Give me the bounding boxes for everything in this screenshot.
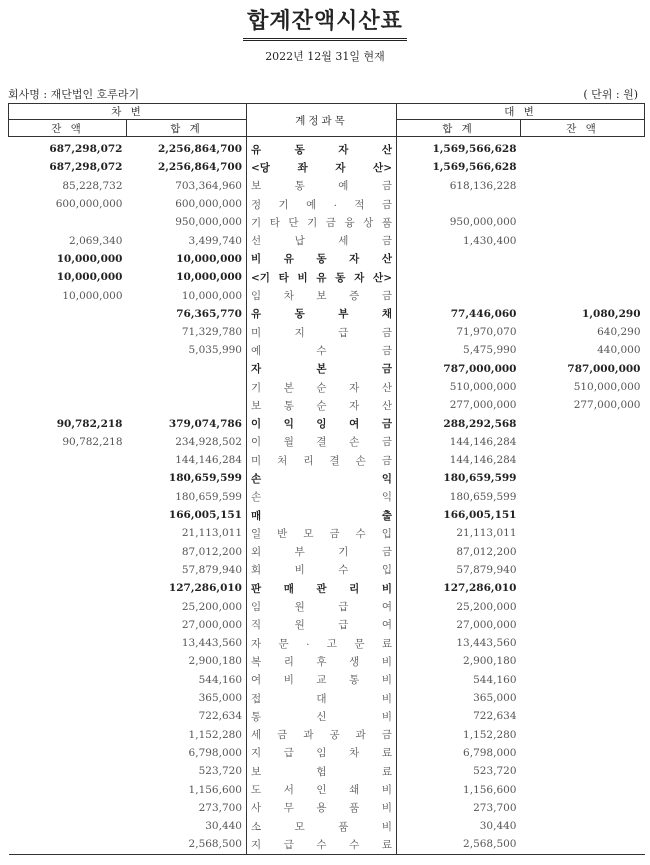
credit-total-cell: 288,292,568	[443, 417, 517, 430]
credit-total-cell: 1,569,566,628	[432, 143, 517, 156]
debit-balance-cell	[9, 835, 127, 854]
debit-balance-cell	[9, 451, 127, 469]
account-name: 일 반 모 금 수 입	[251, 527, 392, 540]
account-name: 도 서 인 쇄 비	[251, 784, 392, 797]
debit-total-cell: 722,634	[198, 710, 242, 723]
credit-balance-cell	[521, 433, 645, 451]
account-name: 보 통 순 자 산	[251, 399, 392, 412]
account-name: 소 모 품 비	[251, 820, 392, 833]
debit-balance-cell	[9, 726, 127, 744]
credit-total-cell: 1,569,566,628	[432, 161, 517, 174]
table-row	[9, 652, 645, 670]
table-row	[9, 323, 645, 341]
table-row	[9, 524, 645, 542]
credit-total-cell: 87,012,200	[456, 545, 517, 558]
debit-total-cell: 2,256,864,700	[157, 161, 242, 174]
account-name: 자 본 금	[251, 363, 392, 376]
table-row	[9, 177, 645, 195]
account-name: 보 통 예 금	[251, 180, 392, 193]
debit-total-cell: 71,329,780	[181, 326, 242, 339]
account-name: 직 원 급 여	[251, 619, 392, 632]
company-name: 회사명 : 재단법인 호루라기	[8, 88, 140, 101]
account-name: 비 유 동 자 산	[251, 253, 392, 266]
debit-balance-cell	[9, 396, 127, 414]
debit-total-cell: 27,000,000	[181, 618, 242, 631]
debit-total-cell: 76,365,770	[176, 307, 242, 320]
credit-balance-cell	[521, 524, 645, 542]
debit-balance-cell	[9, 652, 127, 670]
debit-total-cell	[127, 360, 247, 378]
debit-balance-cell: 2,069,340	[69, 234, 123, 247]
table-row	[9, 726, 645, 744]
table-row	[9, 414, 645, 432]
account-name-cell	[247, 835, 397, 854]
debit-balance-cell	[9, 378, 127, 396]
debit-total-cell: 21,113,011	[181, 527, 242, 540]
table-row	[9, 378, 645, 396]
table-row	[9, 305, 645, 323]
credit-balance-cell	[521, 817, 645, 835]
credit-total-cell: 273,700	[473, 801, 517, 814]
credit-balance-cell: 277,000,000	[573, 399, 641, 412]
account-name: 판 매 관 리 비	[251, 582, 392, 595]
debit-balance-header: 잔 액	[9, 120, 127, 137]
debit-balance-cell: 687,298,072	[49, 161, 123, 174]
credit-total-cell	[397, 250, 521, 268]
account-name-cell	[247, 250, 397, 268]
document-title	[0, 4, 650, 41]
debit-balance-cell	[9, 561, 127, 579]
debit-total-cell: 57,879,940	[181, 563, 242, 576]
credit-total-cell: 950,000,000	[449, 216, 517, 229]
account-name: 손 익	[251, 491, 392, 504]
account-name-cell	[247, 744, 397, 762]
table-row	[9, 817, 645, 835]
table-row	[9, 433, 645, 451]
credit-total-cell: 21,113,011	[456, 527, 517, 540]
credit-balance-cell	[521, 268, 645, 286]
account-name: 통 신 비	[251, 710, 392, 723]
credit-total-cell: 166,005,151	[443, 509, 517, 522]
account-name: 회 비 수 입	[251, 564, 392, 577]
account-name-cell	[247, 597, 397, 615]
table-row	[9, 213, 645, 231]
credit-total-cell	[397, 286, 521, 304]
account-name-cell	[247, 579, 397, 597]
debit-balance-cell	[9, 762, 127, 780]
credit-balance-cell	[521, 780, 645, 798]
credit-total-cell: 25,200,000	[456, 600, 517, 613]
account-header: 계정과목	[247, 104, 397, 137]
credit-total-cell: 77,446,060	[450, 307, 517, 320]
table-row	[9, 231, 645, 249]
account-name-cell	[247, 158, 397, 176]
credit-header: 대 변	[397, 104, 645, 120]
debit-balance-cell: 10,000,000	[56, 271, 123, 284]
debit-total-cell: 234,928,502	[175, 435, 242, 448]
account-name: 외 부 기 금	[251, 546, 392, 559]
debit-total-cell	[127, 396, 247, 414]
debit-total-cell: 180,659,599	[175, 490, 242, 503]
account-name: 임 차 보 증 금	[251, 290, 392, 303]
table-row	[9, 360, 645, 378]
account-name: 여 비 교 통 비	[251, 674, 392, 687]
account-name: <기 타 비 유 동 자 산>	[251, 271, 392, 284]
credit-total-cell: 1,156,600	[463, 783, 517, 796]
account-name-cell	[247, 634, 397, 652]
table-row	[9, 396, 645, 414]
credit-balance-cell	[521, 250, 645, 268]
account-name-cell	[247, 177, 397, 195]
document-title-text: 합계잔액시산표	[243, 4, 407, 41]
debit-total-cell: 87,012,200	[181, 545, 242, 558]
account-name: 선 납 세 금	[251, 235, 392, 248]
debit-total-cell: 144,146,284	[175, 454, 242, 467]
account-name-cell	[247, 524, 397, 542]
credit-total-cell: 144,146,284	[449, 454, 517, 467]
debit-total-header: 합 계	[127, 120, 247, 137]
table-row	[9, 158, 645, 176]
credit-total-cell: 13,443,560	[456, 637, 517, 650]
debit-balance-cell	[9, 671, 127, 689]
debit-balance-cell: 687,298,072	[49, 143, 123, 156]
credit-total-cell: 180,659,599	[443, 472, 517, 485]
debit-balance-cell	[9, 469, 127, 487]
debit-total-cell: 1,152,280	[188, 728, 242, 741]
credit-total-cell: 127,286,010	[443, 582, 517, 595]
table-row	[9, 634, 645, 652]
account-name: 미 지 급 금	[251, 326, 392, 339]
credit-total-cell: 2,568,500	[463, 838, 517, 851]
credit-balance-cell	[521, 762, 645, 780]
credit-total-cell: 144,146,284	[449, 435, 517, 448]
debit-balance-cell	[9, 579, 127, 597]
account-name-cell	[247, 817, 397, 835]
table-row	[9, 671, 645, 689]
credit-balance-cell	[521, 561, 645, 579]
account-name: 미 처 리 결 손 금	[251, 454, 392, 467]
table-row	[9, 137, 645, 159]
debit-balance-cell	[9, 616, 127, 634]
debit-total-cell: 127,286,010	[168, 582, 242, 595]
credit-balance-cell	[521, 799, 645, 817]
debit-balance-cell: 600,000,000	[55, 198, 123, 211]
table-row	[9, 780, 645, 798]
account-name-cell	[247, 762, 397, 780]
account-name: 지 급 임 차 료	[251, 747, 392, 760]
credit-total-cell: 57,879,940	[456, 563, 517, 576]
credit-balance-cell: 1,080,290	[582, 307, 641, 320]
debit-balance-cell	[9, 488, 127, 506]
credit-balance-cell	[521, 726, 645, 744]
credit-total-cell: 30,440	[479, 820, 517, 833]
table-row	[9, 835, 645, 854]
credit-balance-cell	[521, 137, 645, 159]
account-name-cell	[247, 707, 397, 725]
credit-balance-cell	[521, 543, 645, 561]
credit-balance-cell	[521, 579, 645, 597]
credit-total-cell: 27,000,000	[456, 618, 517, 631]
debit-total-cell: 13,443,560	[181, 637, 242, 650]
account-name-cell	[247, 323, 397, 341]
debit-total-cell: 2,256,864,700	[157, 143, 242, 156]
table-row	[9, 506, 645, 524]
debit-balance-cell	[9, 323, 127, 341]
account-name: 이 월 결 손 금	[251, 436, 392, 449]
credit-balance-cell	[521, 286, 645, 304]
account-name: 사 무 용 품 비	[251, 802, 392, 815]
credit-balance-cell: 787,000,000	[567, 362, 641, 375]
account-name: 임 원 급 여	[251, 601, 392, 614]
account-name: 기 본 순 자 산	[251, 381, 392, 394]
table-row	[9, 689, 645, 707]
table-row	[9, 451, 645, 469]
table-row	[9, 616, 645, 634]
debit-total-cell: 273,700	[198, 801, 242, 814]
credit-balance-cell: 510,000,000	[573, 381, 641, 393]
table-row	[9, 469, 645, 487]
account-name-cell	[247, 689, 397, 707]
table-row	[9, 597, 645, 615]
account-name-cell	[247, 231, 397, 249]
credit-total-cell: 180,659,599	[449, 490, 517, 503]
debit-total-cell: 1,156,600	[188, 783, 242, 796]
account-name-cell	[247, 799, 397, 817]
account-name-cell	[247, 506, 397, 524]
account-name-cell	[247, 268, 397, 286]
table-row	[9, 543, 645, 561]
debit-total-cell: 5,035,990	[188, 344, 242, 357]
credit-balance-cell	[521, 488, 645, 506]
table-body	[9, 137, 645, 855]
debit-total-cell: 379,074,786	[168, 417, 242, 430]
credit-total-cell	[397, 268, 521, 286]
account-name-cell	[247, 414, 397, 432]
account-name: 유 동 부 채	[251, 308, 392, 321]
table-row	[9, 744, 645, 762]
credit-balance-cell	[521, 652, 645, 670]
credit-balance-cell	[521, 835, 645, 854]
account-name: 유 동 자 산	[251, 143, 392, 156]
credit-balance-cell	[521, 506, 645, 524]
debit-balance-cell: 90,782,218	[62, 435, 123, 448]
table-row	[9, 799, 645, 817]
table-row	[9, 195, 645, 213]
table-row	[9, 762, 645, 780]
credit-total-cell: 365,000	[473, 692, 517, 705]
credit-balance-cell	[521, 414, 645, 432]
account-name-cell	[247, 616, 397, 634]
credit-total-cell: 1,430,400	[463, 234, 517, 247]
debit-balance-cell: 10,000,000	[56, 252, 123, 265]
credit-balance-cell	[521, 158, 645, 176]
credit-total-cell: 618,136,228	[449, 179, 517, 192]
debit-total-cell: 365,000	[198, 692, 242, 705]
credit-balance-cell	[521, 707, 645, 725]
debit-balance-cell	[9, 213, 127, 231]
account-name: <당 좌 자 산>	[251, 161, 392, 174]
account-name: 기 타 단 기 금 융 상 품	[251, 216, 392, 229]
account-name-cell	[247, 360, 397, 378]
credit-total-cell: 1,152,280	[463, 728, 517, 741]
unit-label: ( 단위 : 원)	[583, 88, 638, 101]
debit-balance-cell	[9, 524, 127, 542]
debit-total-cell: 180,659,599	[168, 472, 242, 485]
debit-balance-cell	[9, 780, 127, 798]
credit-balance-cell	[521, 195, 645, 213]
debit-balance-cell	[9, 799, 127, 817]
debit-total-cell	[127, 378, 247, 396]
debit-balance-cell	[9, 597, 127, 615]
debit-header: 차 변	[9, 104, 247, 120]
account-name-cell	[247, 726, 397, 744]
credit-balance-cell	[521, 469, 645, 487]
account-name-cell	[247, 561, 397, 579]
credit-total-header: 합 계	[397, 120, 521, 137]
debit-total-cell: 30,440	[205, 820, 242, 833]
table-row	[9, 579, 645, 597]
table-row	[9, 286, 645, 304]
account-name: 접 대 비	[251, 692, 392, 705]
debit-balance-cell	[9, 360, 127, 378]
account-name-cell	[247, 469, 397, 487]
credit-balance-cell	[521, 744, 645, 762]
table-row	[9, 561, 645, 579]
debit-total-cell: 3,499,740	[188, 234, 242, 247]
debit-total-cell: 25,200,000	[181, 600, 242, 613]
debit-total-cell: 703,364,960	[175, 179, 242, 192]
credit-total-cell: 544,160	[473, 673, 517, 686]
debit-total-cell: 544,160	[198, 673, 242, 686]
credit-total-cell: 5,475,990	[463, 344, 517, 357]
credit-total-cell: 71,970,070	[456, 326, 517, 339]
account-name-cell	[247, 137, 397, 159]
table-row	[9, 250, 645, 268]
credit-balance-cell	[521, 634, 645, 652]
debit-balance-cell	[9, 707, 127, 725]
credit-balance-cell	[521, 671, 645, 689]
credit-total-cell	[397, 195, 521, 213]
credit-total-cell: 722,634	[473, 710, 517, 723]
debit-balance-cell	[9, 543, 127, 561]
debit-total-cell: 10,000,000	[181, 289, 242, 302]
report-date: 2022년 12월 31일 현재	[265, 50, 385, 63]
account-name-cell	[247, 652, 397, 670]
account-name-cell	[247, 543, 397, 561]
credit-balance-header: 잔 액	[521, 120, 645, 137]
debit-total-cell: 600,000,000	[175, 198, 242, 211]
account-name-cell	[247, 780, 397, 798]
account-name-cell	[247, 671, 397, 689]
account-name: 지 급 수 수 료	[251, 838, 392, 851]
account-name-cell	[247, 488, 397, 506]
account-name-cell	[247, 195, 397, 213]
credit-total-cell: 2,900,180	[463, 655, 517, 668]
debit-total-cell: 2,568,500	[188, 838, 242, 851]
credit-balance-cell: 640,290	[597, 326, 641, 339]
credit-total-cell: 787,000,000	[443, 362, 517, 375]
debit-balance-cell: 85,228,732	[62, 179, 123, 192]
debit-balance-cell	[9, 305, 127, 323]
debit-total-cell: 523,720	[198, 765, 242, 778]
account-name-cell	[247, 396, 397, 414]
account-name-cell	[247, 378, 397, 396]
account-name: 자 문 . 고 문 료	[251, 635, 392, 650]
account-name: 손 익	[251, 472, 392, 485]
credit-total-cell: 510,000,000	[449, 381, 517, 393]
credit-balance-cell	[521, 616, 645, 634]
debit-balance-cell: 10,000,000	[62, 289, 123, 302]
trial-balance-table	[8, 103, 645, 855]
debit-balance-cell	[9, 689, 127, 707]
credit-total-cell: 523,720	[473, 765, 517, 778]
credit-balance-cell	[521, 689, 645, 707]
account-name-cell	[247, 286, 397, 304]
account-name: 매 출	[251, 509, 392, 522]
account-name: 이 익 잉 여 금	[251, 418, 392, 431]
debit-balance-cell	[9, 341, 127, 359]
debit-total-cell: 950,000,000	[175, 216, 242, 229]
account-name-cell	[247, 341, 397, 359]
debit-total-cell: 2,900,180	[188, 655, 242, 668]
debit-total-cell: 6,798,000	[188, 746, 242, 759]
account-name-cell	[247, 451, 397, 469]
header-row-1	[9, 104, 645, 120]
credit-total-cell: 6,798,000	[463, 746, 517, 759]
debit-total-cell: 10,000,000	[176, 271, 242, 284]
account-name-cell	[247, 305, 397, 323]
account-name-cell	[247, 433, 397, 451]
credit-balance-cell	[521, 213, 645, 231]
credit-balance-cell	[521, 597, 645, 615]
table-row	[9, 488, 645, 506]
debit-balance-cell	[9, 744, 127, 762]
account-name: 보 험 료	[251, 765, 392, 778]
table-row	[9, 341, 645, 359]
credit-balance-cell	[521, 177, 645, 195]
table-row	[9, 707, 645, 725]
debit-total-cell: 10,000,000	[176, 252, 242, 265]
account-name: 예 수 금	[251, 344, 392, 357]
account-name-cell	[247, 213, 397, 231]
credit-balance-cell	[521, 231, 645, 249]
credit-balance-cell: 440,000	[597, 344, 641, 357]
credit-balance-cell	[521, 451, 645, 469]
table-row	[9, 268, 645, 286]
account-name: 복 리 후 생 비	[251, 655, 392, 668]
account-name: 정 기 예 . 적 금	[251, 196, 392, 211]
credit-total-cell: 277,000,000	[449, 399, 517, 412]
debit-balance-cell: 90,782,218	[56, 417, 123, 430]
debit-balance-cell	[9, 817, 127, 835]
debit-balance-cell	[9, 506, 127, 524]
debit-balance-cell	[9, 634, 127, 652]
account-name: 세 금 과 공 과 금	[251, 729, 392, 742]
debit-total-cell: 166,005,151	[168, 509, 242, 522]
